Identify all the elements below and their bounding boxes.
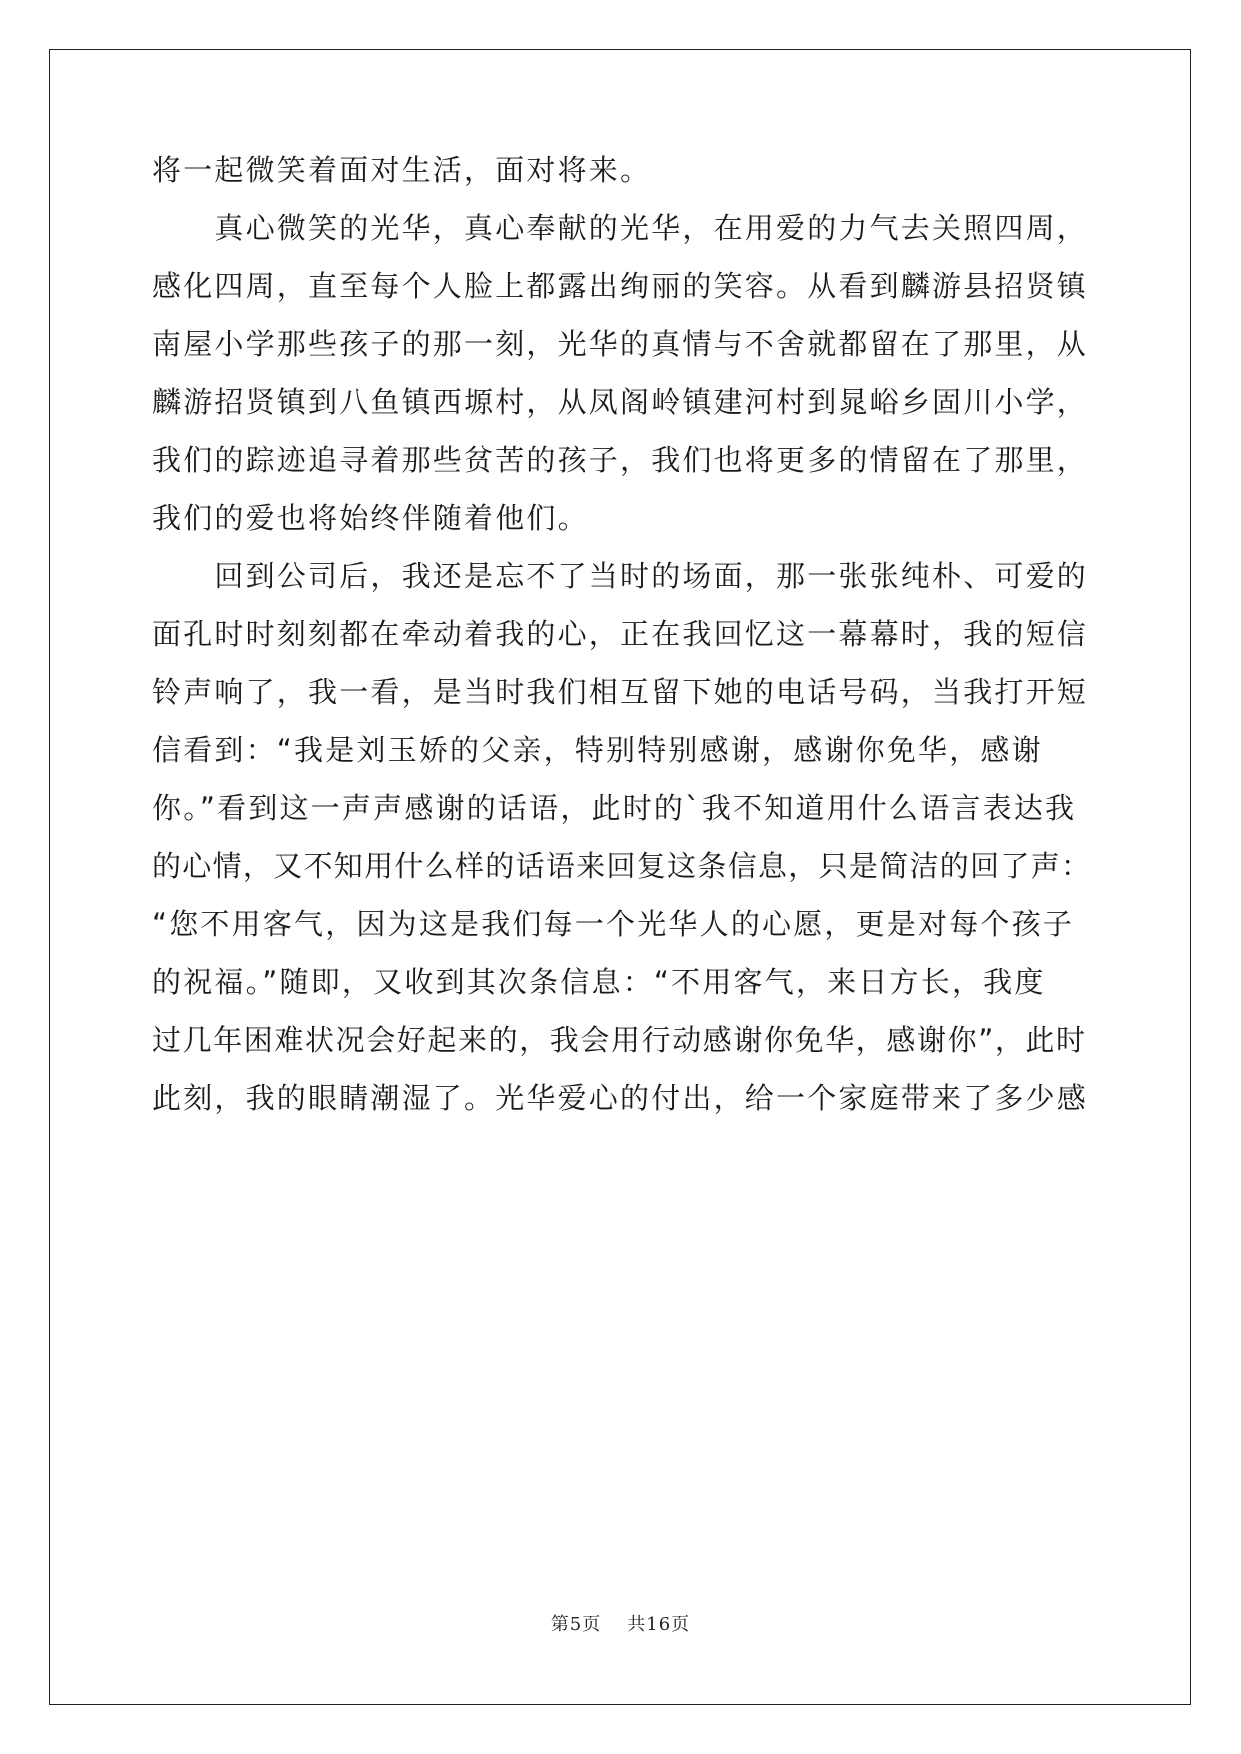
text-line: 你。”看到这一声声感谢的话语，此时的`我不知道用什么语言表达我 [152,791,1077,825]
page-total: 共16页 [627,1614,691,1635]
page-number: 第5页 [550,1614,602,1635]
text-line: 面孔时时刻刻都在牵动着我的心，正在我回忆这一幕幕时，我的短信 [152,617,1089,651]
text-line: 回到公司后，我还是忘不了当时的场面，那一张张纯朴、可爱的 [152,559,1089,593]
text-line: 麟游招贤镇到八鱼镇西塬村，从凤阁岭镇建河村到晁峪乡固川小学， [152,385,1089,419]
text-line: 的祝福。”随即，又收到其次条信息：“不用客气，来日方长，我度 [152,965,1046,999]
text-line: 感化四周，直至每个人脸上都露出绚丽的笑容。从看到麟游县招贤镇 [152,269,1089,303]
text-line: 过几年困难状况会好起来的，我会用行动感谢你免华，感谢你”，此时 [152,1023,1087,1057]
text-line: 我们的爱也将始终伴随着他们。 [152,501,589,535]
page-footer [0,1610,1241,1636]
text-line: 南屋小学那些孩子的那一刻，光华的真情与不舍就都留在了那里，从 [152,327,1089,361]
text-line: 将一起微笑着面对生活，面对将来。 [152,153,652,187]
text-line: 信看到：“我是刘玉娇的父亲，特别特别感谢，感谢你免华，感谢 [152,733,1043,767]
text-line: “您不用客气，因为这是我们每一个光华人的心愿，更是对每个孩子 [152,907,1075,941]
text-line: 真心微笑的光华，真心奉献的光华，在用爱的力气去关照四周， [152,211,1089,245]
text-line: 铃声响了，我一看，是当时我们相互留下她的电话号码，当我打开短 [152,675,1089,709]
text-line: 此刻，我的眼睛潮湿了。光华爱心的付出，给一个家庭带来了多少感 [152,1081,1089,1115]
text-line: 我们的踪迹追寻着那些贫苦的孩子，我们也将更多的情留在了那里， [152,443,1089,477]
text-line: 的心情，又不知用什么样的话语来回复这条信息，只是简洁的回了声： [152,849,1092,883]
